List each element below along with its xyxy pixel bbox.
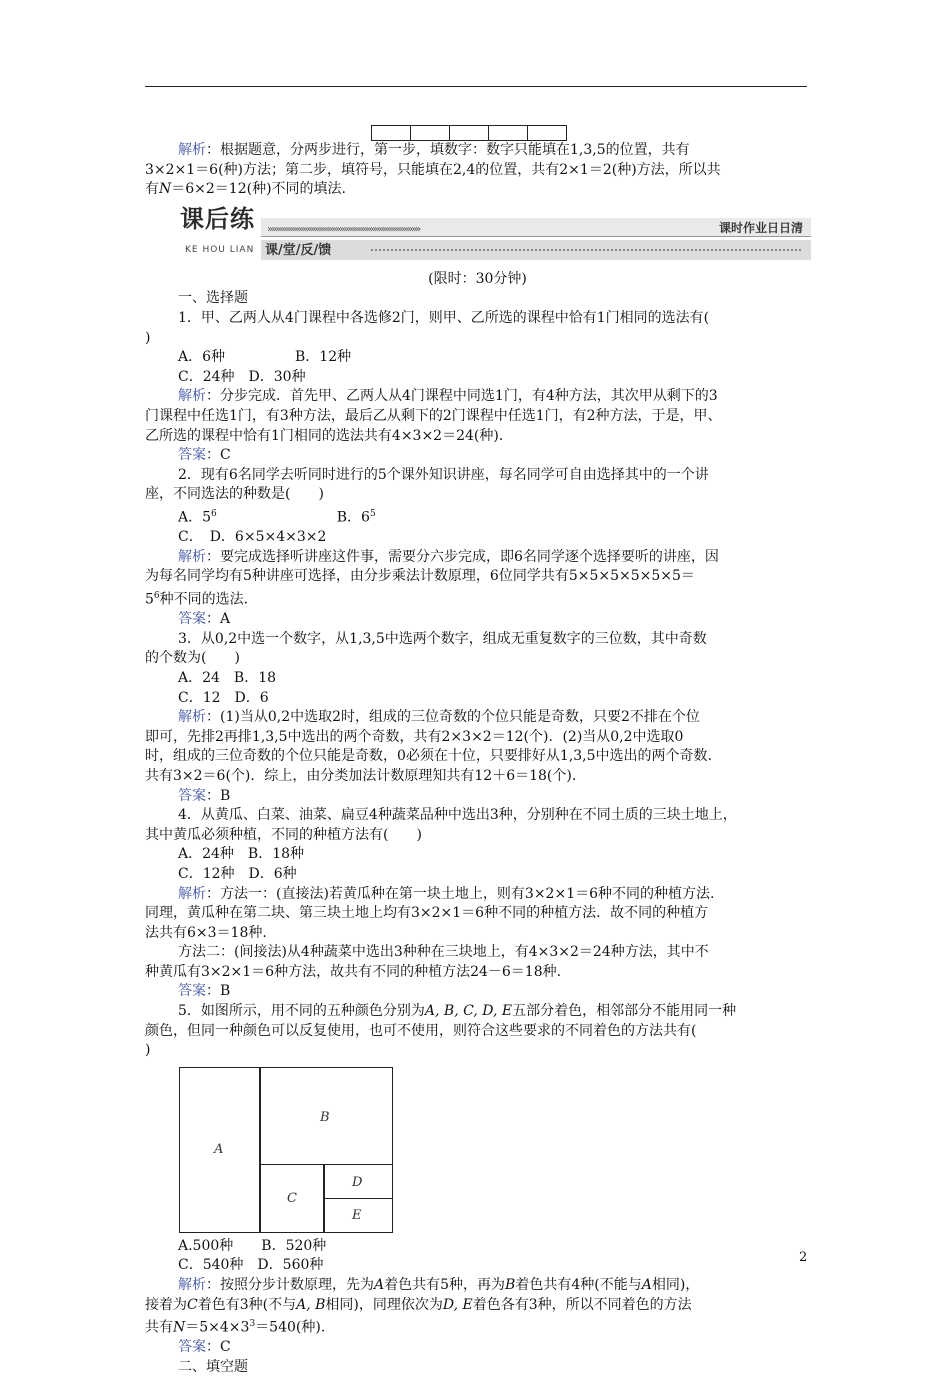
header-rule xyxy=(145,86,807,87)
q1-options: A．6种 B．12种 xyxy=(178,349,352,366)
region-c-label: C xyxy=(287,1190,297,1206)
section-title-choice: 一、选择题 xyxy=(178,290,248,307)
q5-stem: 5．如图所示，用不同的五种颜色分别为A, B, C, D, E五部分着色，相邻部分不能用同一种 xyxy=(178,1003,737,1020)
q4-options: A．24种 B．18种 xyxy=(178,846,305,863)
q1-stem: 1．甲、乙两人从4门课程中各选修2门，则甲、乙所选的课程中恰有1门相同的选法有( xyxy=(178,309,710,326)
page-number: 2 xyxy=(799,1250,808,1265)
section-title-fill: 二、填空题 xyxy=(178,1359,248,1376)
banner-sub-bar xyxy=(261,240,811,260)
q5-options: A.500种 B．520种 xyxy=(178,1237,327,1254)
q5-solution: 解析：按照分步计数原理，先为A着色共有5种，再为B着色共有4种(不能与A相同)， xyxy=(178,1277,700,1294)
q2-solution: 解析：要完成选择听讲座这件事，需要分六步完成，即6名同学逐个选择要听的讲座，因 xyxy=(178,548,719,565)
q3-stem: 3．从0,2中选一个数字，从1,3,5中选两个数字，组成无重复数字的三位数，其中奇数 xyxy=(178,630,707,647)
banner-top-bar xyxy=(261,218,811,237)
fill-in-table xyxy=(371,125,567,141)
q3-options: A．24 B．18 xyxy=(178,669,277,686)
q4-answer: 答案：B xyxy=(178,983,231,1000)
divider-line xyxy=(323,1198,392,1200)
region-d-label: D xyxy=(352,1174,363,1190)
q3-answer: 答案：B xyxy=(178,787,231,804)
time-limit: (限时：30分钟) xyxy=(428,270,527,287)
section-banner xyxy=(145,204,810,268)
q4-stem: 4．从黄瓜、白菜、油菜、扁豆4种蔬菜品种中选出3种，分别种在不同土质的三块土地上， xyxy=(178,807,737,824)
divider-line xyxy=(259,1068,261,1232)
banner-sub-text: 课/堂/反/馈 xyxy=(265,242,332,258)
q4-solution: 解析：方法一：(直接法)若黄瓜种在第一块土地上，则有3×2×1＝6种不同的种植方法. xyxy=(178,885,715,902)
region-a-label: A xyxy=(214,1141,224,1157)
q1-answer: 答案：C xyxy=(178,447,231,464)
region-diagram xyxy=(179,1067,393,1233)
divider-line xyxy=(259,1164,392,1166)
q2-options: A．$5^6$ B．$6^5$ xyxy=(178,508,376,526)
q5-answer: 答案：C xyxy=(178,1339,231,1356)
region-b-label: B xyxy=(320,1109,330,1125)
prev-solution: 解析：根据题意，分两步进行，第一步，填数字：数字只能填在1,3,5的位置，共有 xyxy=(178,142,690,158)
region-e-label: E xyxy=(352,1207,362,1223)
q3-solution: 解析：(1)当从0,2中选取2时，组成的三位奇数的个位只能是奇数，只要2不排在个位 xyxy=(178,709,700,726)
banner-right-text: 课时作业日日清 xyxy=(718,220,803,235)
banner-title: 课后练 xyxy=(180,204,255,233)
dotted-divider xyxy=(371,249,801,251)
q2-answer: 答案：A xyxy=(178,611,231,628)
q1-solution: 解析：分步完成．首先甲、乙两人从4门课程中同选1门，有4种方法，其次甲从剩下的3 xyxy=(178,388,718,405)
q2-stem: 2．现有6名同学去听同时进行的5个课外知识讲座，每名同学可自由选择其中的一个讲 xyxy=(178,466,709,483)
document-body: 解析：根据题意，分两步进行，第一步，填数字：数字只能填在1,3,5的位置，共有 3×2×1＝6(种)方法；第二步，填符号，只能填在2,4的位置，共有2×1＝2(种)方法，所以共 有N＝6×2＝12(种)不同的填法. 课后练 KE HOU LIAN »»»»»»»»»»»»»»»»»»»»»»»»»»»»»»»»»»»»» 课时作业日日清 课/堂/反/馈 (限时：30分钟) 一、选择题 1．甲、乙两人从4门课程中各选修2门，则甲、乙所选的课程中恰有1门相同的选法有( ) A．6种 B．12种 C．24种 D．30种 解析：分步完成．首先甲、乙两人从4门课程中同选1门，有4种方法，其次甲从剩下的3 门课程中任选1门，有3种方法，最后乙从剩下的2门课程中任选1门，有2种方法，于是，甲、 乙所选的课程中恰有1门相同的选法共有4×3×2＝24(种)． 答案：C 2．现有6名同学去听同时进行的5个课外知识讲座，每名同学可自由选择其中的一个讲 座，不同选法的种数是( ) A．$5^6$ B．$6^5$ C． D．6×5×4×3×2 解析：要完成选择听讲座这件事，需要分六步完成，即6名同学逐个选择要听的讲座，因 为每名同学均有5种讲座可选择，由分步乘法计数原理，6位同学共有5×5×5×5×5×5＝ $5^6$种不同的选法. 答案：A 3．从0,2中选一个数字，从1,3,5中选两个数字，组成无重复数字的三位数，其中奇数 的个数为( ) A．24 B．18 C．12 D．6 解析：(1)当从0,2中选取2时，组成的三位奇数的个位只能是奇数，只要2不排在个位 即可，先排2再排1,3,5中选出的两个奇数，共有2×3×2＝12(个)．(2)当从0,2中选取0 时，组成的三位奇数的个位只能是奇数，0必须在十位，只要排好从1,3,5中选出的两个奇数. 共有3×2＝6(个)．综上，由分类加法计数原理知共有12＋6＝18(个). 答案：B 4．从黄瓜、白菜、油菜、扁豆4种蔬菜品种中选出3种，分别种在不同土质的三块土地上， 其中黄瓜必须种植，不同的种植方法有( ) A．24种 B．18种 C．12种 D．6种 解析：方法一：(直接法)若黄瓜种在第一块土地上，则有3×2×1＝6种不同的种植方法. 同理，黄瓜种在第二块、第三块土地上均有3×2×1＝6种不同的种植方法．故不同的种植方 法共有6×3＝18种. 方法二：(间接法)从4种蔬菜中选出3种种在三块地上，有4×3×2＝24种方法，其中不 种黄瓜有3×2×1＝6种方法，故共有不同的种植方法24－6＝18种. 答案：B 5．如图所示，用不同的五种颜色分别为A, B, C, D, E五部分着色，相邻部分不能用同一种 颜色，但同一种颜色可以反复使用，也可不使用，则符合这些要求的不同着色的方法共有( ) A B C D E A.500种 B．520种 C．540种 D．560种 解析：按照分步计数原理，先为A着色共有5种，再为B着色共有4种(不能与A相同)， 接着为C着色有3种(不与A, B相同)，同理依次为D, E着色各有3种，所以不同着色的方法 共有$N=5\times 4\times 3^3=540$(种). 答案：C 二、填空题 xyxy=(145,141,810,1378)
banner-pinyin: KE HOU LIAN xyxy=(185,244,255,255)
chevron-decoration: »»»»»»»»»»»»»»»»»»»»»»»»»»»»»»»»»»»»» xyxy=(267,223,420,235)
